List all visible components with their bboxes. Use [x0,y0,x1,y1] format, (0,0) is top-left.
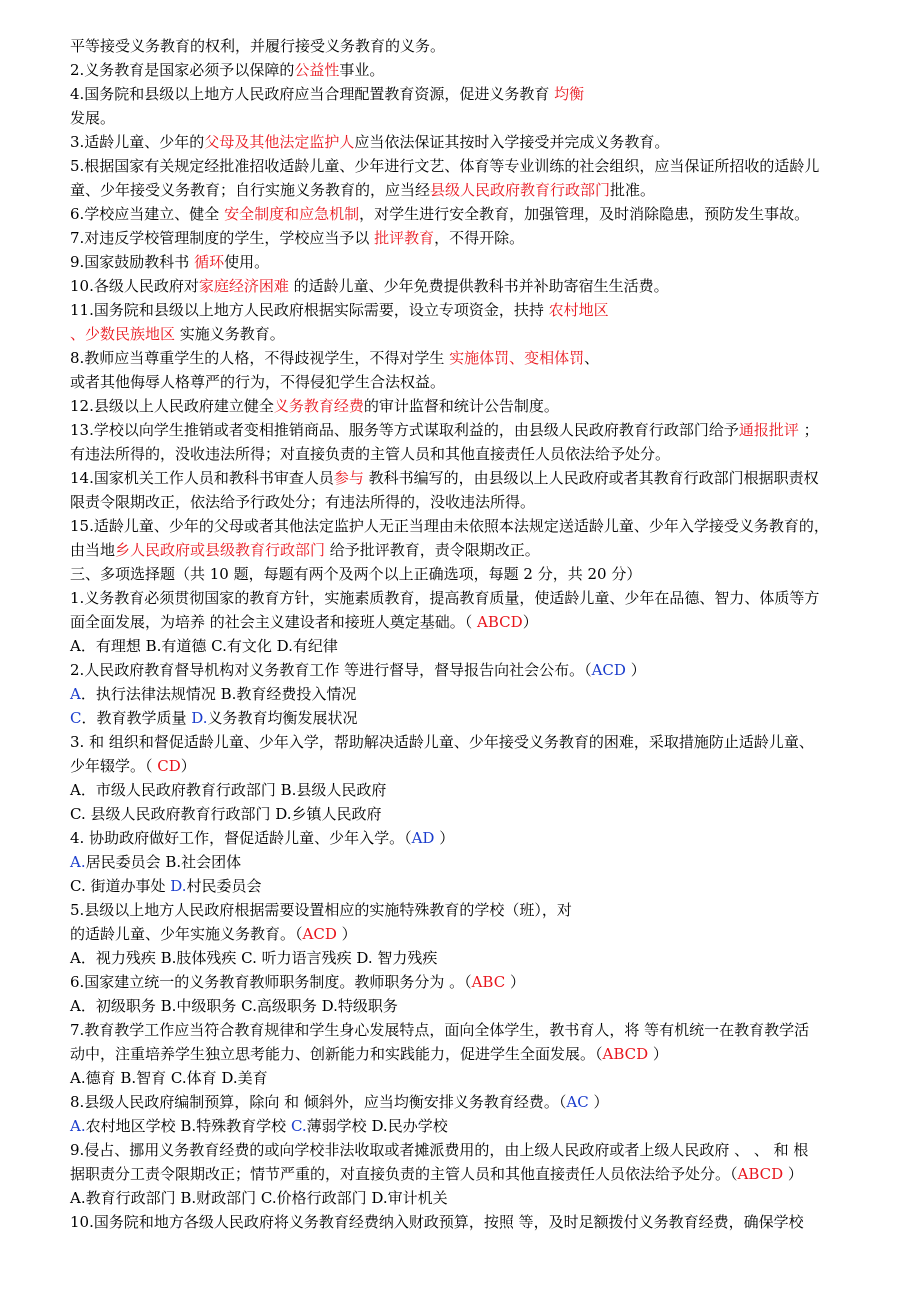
answer-highlight: C [70,709,82,727]
text-segment: 事业。 [339,61,385,79]
text-line [70,394,880,418]
text-segment: 7.教育教学工作应当符合教育规律和学生身心发展特点，面向全体学生，教书育人，将 等有机统一在教育教学活 [70,1021,810,1039]
text-segment: 、 [584,349,600,367]
text-segment: 3.适龄儿童、少年的 [70,133,205,151]
text-line [70,970,880,994]
text-segment: ） [505,973,525,991]
text-line [70,562,880,586]
text-segment: 面全面发展，为培养 的社会主义建设者和接班人奠定基础。（ [70,613,478,631]
text-line [70,34,880,58]
text-segment: 居民委员会 B.社会团体 [85,853,242,871]
text-line [70,1162,880,1186]
answer-highlight: 实施体罚、变相体罚 [449,349,585,367]
text-line [70,730,880,754]
text-line [70,1186,880,1210]
text-segment: ） [180,757,196,775]
answer-highlight: A [70,685,81,703]
answer-highlight: ABC [471,973,506,991]
text-line [70,1138,880,1162]
text-segment: 的适龄儿童、少年实施义务教育。（ [70,925,303,943]
text-segment: 义务教育均衡发展状况 [207,709,358,727]
text-segment: A．初级职务 B.中级职务 C.高级职务 D.特级职务 [70,997,398,1015]
text-segment: ．教育教学质量 [81,709,192,727]
text-segment: 或者其他侮辱人格尊严的行为，不得侵犯学生合法权益。 [70,373,446,391]
text-line [70,946,880,970]
answer-highlight: AD [411,829,435,847]
text-segment: 7.对违反学校管理制度的学生，学校应当予以 [70,229,375,247]
answer-highlight: 义务教育经费 [273,397,364,415]
text-segment: 限责令限期改正，依法给予行政处分；有违法所得的，没收违法所得。 [70,493,536,511]
text-segment: 有违法所得的，没收违法所得；对直接负责的主管人员和其他直接责任人员依法给予处分。 [70,445,671,463]
text-line [70,178,880,202]
answer-highlight: 批评教育 [374,229,435,247]
text-line [70,850,880,874]
text-segment: 应当依法保证其按时入学接受并完成义务教育。 [354,133,670,151]
text-segment: ） [625,661,646,679]
answer-highlight: ABCD [477,613,523,631]
answer-highlight: 公益性 [294,61,340,79]
text-segment: ．执行法律法规情况 B.教育经费投入情况 [80,685,357,703]
text-segment: ） [783,1165,803,1183]
text-segment: ，对学生进行安全教育，加强管理，及时消除隐患，预防发生事故。 [359,205,810,223]
text-segment: 据职责分工责令限期改正；情节严重的，对直接负责的主管人员和其他直接责任人员依法给予处分。（ [70,1165,738,1183]
text-segment: 9.国家鼓励教科书 [70,253,195,271]
text-line [70,346,880,370]
text-line [70,106,880,130]
text-segment: ） [434,829,455,847]
answer-highlight: D. [191,709,208,727]
text-line [70,322,880,346]
text-line [70,610,880,634]
text-segment: C. 街道办事处 [70,877,171,895]
text-line [70,1042,880,1066]
text-line [70,778,880,802]
text-segment: 的适龄儿童、少年免费提供教科书并补助寄宿生生活费。 [288,277,669,295]
text-segment: 9.侵占、挪用义务教育经费的或向学校非法收取或者摊派费用的，由上级人民政府或者上级人民政府 、 、 和 根 [70,1141,809,1159]
text-segment: 4.国务院和县级以上地方人民政府应当合理配置教育资源，促进义务教育 [70,85,555,103]
text-segment: 的审计监督和统计公告制度。 [363,397,559,415]
answer-highlight: CD [157,757,181,775]
text-segment: 5.县级以上地方人民政府根据需要设置相应的实施特殊教育的学校（班），对 [70,901,572,919]
text-segment: 由当地 [70,541,116,559]
text-line [70,1114,880,1138]
text-line [70,298,880,322]
text-segment: 8.教师应当尊重学生的人格，不得歧视学生，不得对学生 [70,349,450,367]
text-segment: ） [336,925,357,943]
text-segment: 12.县级以上人民政府建立健全 [70,397,274,415]
text-segment: 6.国家建立统一的义务教育教师职务制度。教师职务分为 。（ [70,973,472,991]
text-line [70,514,880,538]
text-segment: 2.义务教育是国家必须予以保障的 [70,61,295,79]
text-segment: 15.适龄儿童、少年的父母或者其他法定监护人无正当理由未依照本法规定送适龄儿童、少年入学接受义务教育的， [70,517,829,535]
text-line [70,490,880,514]
text-segment: 11.国务院和县级以上地方人民政府根据实际需要，设立专项资金，扶持 [70,301,549,319]
answer-highlight: ACD [302,925,337,943]
text-segment: 村民委员会 [186,877,262,895]
text-segment: 薄弱学校 D.民办学校 [306,1117,448,1135]
text-segment: 实施义务教育。 [175,325,285,343]
answer-highlight: D. [170,877,187,895]
text-line [70,538,880,562]
text-segment: 1.义务教育必须贯彻国家的教育方针，实施素质教育，提高教育质量，使适龄儿童、少年在品德、智力、体质等方 [70,589,820,607]
text-segment: 三、多项选择题（共 10 题，每题有两个及两个以上正确选项，每题 2 分，共 20 分） [70,565,642,583]
answer-highlight: 、少数民族地区 [70,325,176,343]
text-line [70,922,880,946]
text-segment: A．有理想 B.有道德 C.有文化 D.有纪律 [70,637,338,655]
text-line [70,1090,880,1114]
text-line [70,442,880,466]
text-line [70,682,880,706]
text-segment: ） [588,1093,609,1111]
text-line [70,202,880,226]
text-segment: 6.学校应当建立、健全 [70,205,225,223]
answer-highlight: A. [70,1117,86,1135]
text-segment: ，不得开除。 [434,229,525,247]
text-line [70,1018,880,1042]
text-segment: 童、少年接受义务教育；自行实施义务教育的，应当经 [70,181,431,199]
text-segment: 10.各级人民政府对 [70,277,199,295]
text-line [70,274,880,298]
text-segment: A．视力残疾 B.肢体残疾 C. 听力语言残疾 D. 智力残疾 [70,949,438,967]
answer-highlight: 县级人民政府教育行政部门 [430,181,611,199]
text-segment: ； [798,421,819,439]
answer-highlight: 通报批评 [738,421,799,439]
text-segment: 批准。 [610,181,656,199]
text-segment: 发展。 [70,109,116,127]
answer-highlight: C. [290,1117,307,1135]
text-line [70,634,880,658]
text-line [70,826,880,850]
text-line [70,226,880,250]
text-line [70,1066,880,1090]
text-segment: 14.国家机关工作人员和教科书审查人员 [70,469,334,487]
answer-highlight: ABCD [602,1045,649,1063]
answer-highlight: 父母及其他法定监护人 [204,133,355,151]
text-line [70,994,880,1018]
text-segment: A.德育 B.智育 C.体育 D.美育 [70,1069,268,1087]
text-line [70,250,880,274]
text-line [70,154,880,178]
text-segment: C. 县级人民政府教育行政部门 D.乡镇人民政府 [70,805,382,823]
text-line [70,658,880,682]
text-line [70,370,880,394]
text-line [70,418,880,442]
answer-highlight: A. [70,853,86,871]
text-segment: 使用。 [224,253,270,271]
text-segment: 8.县级人民政府编制预算，除向 和 倾斜外，应当均衡安排义务教育经费。（ [70,1093,567,1111]
text-segment: 4. 协助政府做好工作，督促适龄儿童、少年入学。（ [70,829,412,847]
text-line [70,82,880,106]
text-segment: 平等接受义务教育的权利，并履行接受义务教育的义务。 [70,37,446,55]
answer-highlight: 参与 [333,469,364,487]
text-line [70,706,880,730]
text-segment: 10.国务院和地方各级人民政府将义务教育经费纳入财政预算，按照 等，及时足额拨付义务教育经费，确保学校 [70,1213,804,1231]
text-segment: ） [648,1045,668,1063]
text-segment: ） [522,613,538,631]
answer-highlight: 安全制度和应急机制 [224,205,360,223]
text-segment: A．市级人民政府教育行政部门 B.县级人民政府 [70,781,387,799]
text-line [70,1210,880,1234]
answer-highlight: ABCD [737,1165,784,1183]
text-line [70,466,880,490]
text-segment: 3. 和 组织和督促适龄儿童、少年入学，帮助解决适龄儿童、少年接受义务教育的困难，采取措施防止适龄儿童、 [70,733,814,751]
answer-highlight: ACD [591,661,626,679]
text-line [70,802,880,826]
text-line [70,58,880,82]
text-segment: 2.人民政府教育督导机构对义务教育工作 等进行督导，督导报告向社会公布。（ [70,661,592,679]
text-segment: 动中，注重培养学生独立思考能力、创新能力和实践能力，促进学生全面发展。（ [70,1045,603,1063]
text-line [70,586,880,610]
answer-highlight: 均衡 [554,85,585,103]
text-line [70,874,880,898]
answer-highlight: 农村地区 [548,301,609,319]
text-segment: 农村地区学校 B.特殊教育学校 [85,1117,291,1135]
answer-highlight: 家庭经济困难 [198,277,289,295]
answer-highlight: 乡人民政府或县级教育行政部门 [115,541,326,559]
text-segment: 13.学校以向学生推销或者变相推销商品、服务等方式谋取利益的，由县级人民政府教育行政部门给予 [70,421,739,439]
text-segment: 教科书编写的，由县级以上人民政府或者其教育行政部门根据职责权 [363,469,819,487]
answer-highlight: AC [566,1093,589,1111]
text-segment: 给予批评教育，责令限期改正。 [325,541,540,559]
answer-highlight: 循环 [194,253,225,271]
text-line [70,898,880,922]
text-line [70,754,880,778]
text-segment: 少年辍学。（ [70,757,158,775]
text-line [70,130,880,154]
text-segment: 5.根据国家有关规定经批准招收适龄儿童、少年进行文艺、体育等专业训练的社会组织，应当保证所招收的适龄儿 [70,157,820,175]
text-segment: A.教育行政部门 B.财政部门 C.价格行政部门 D.审计机关 [70,1189,448,1207]
